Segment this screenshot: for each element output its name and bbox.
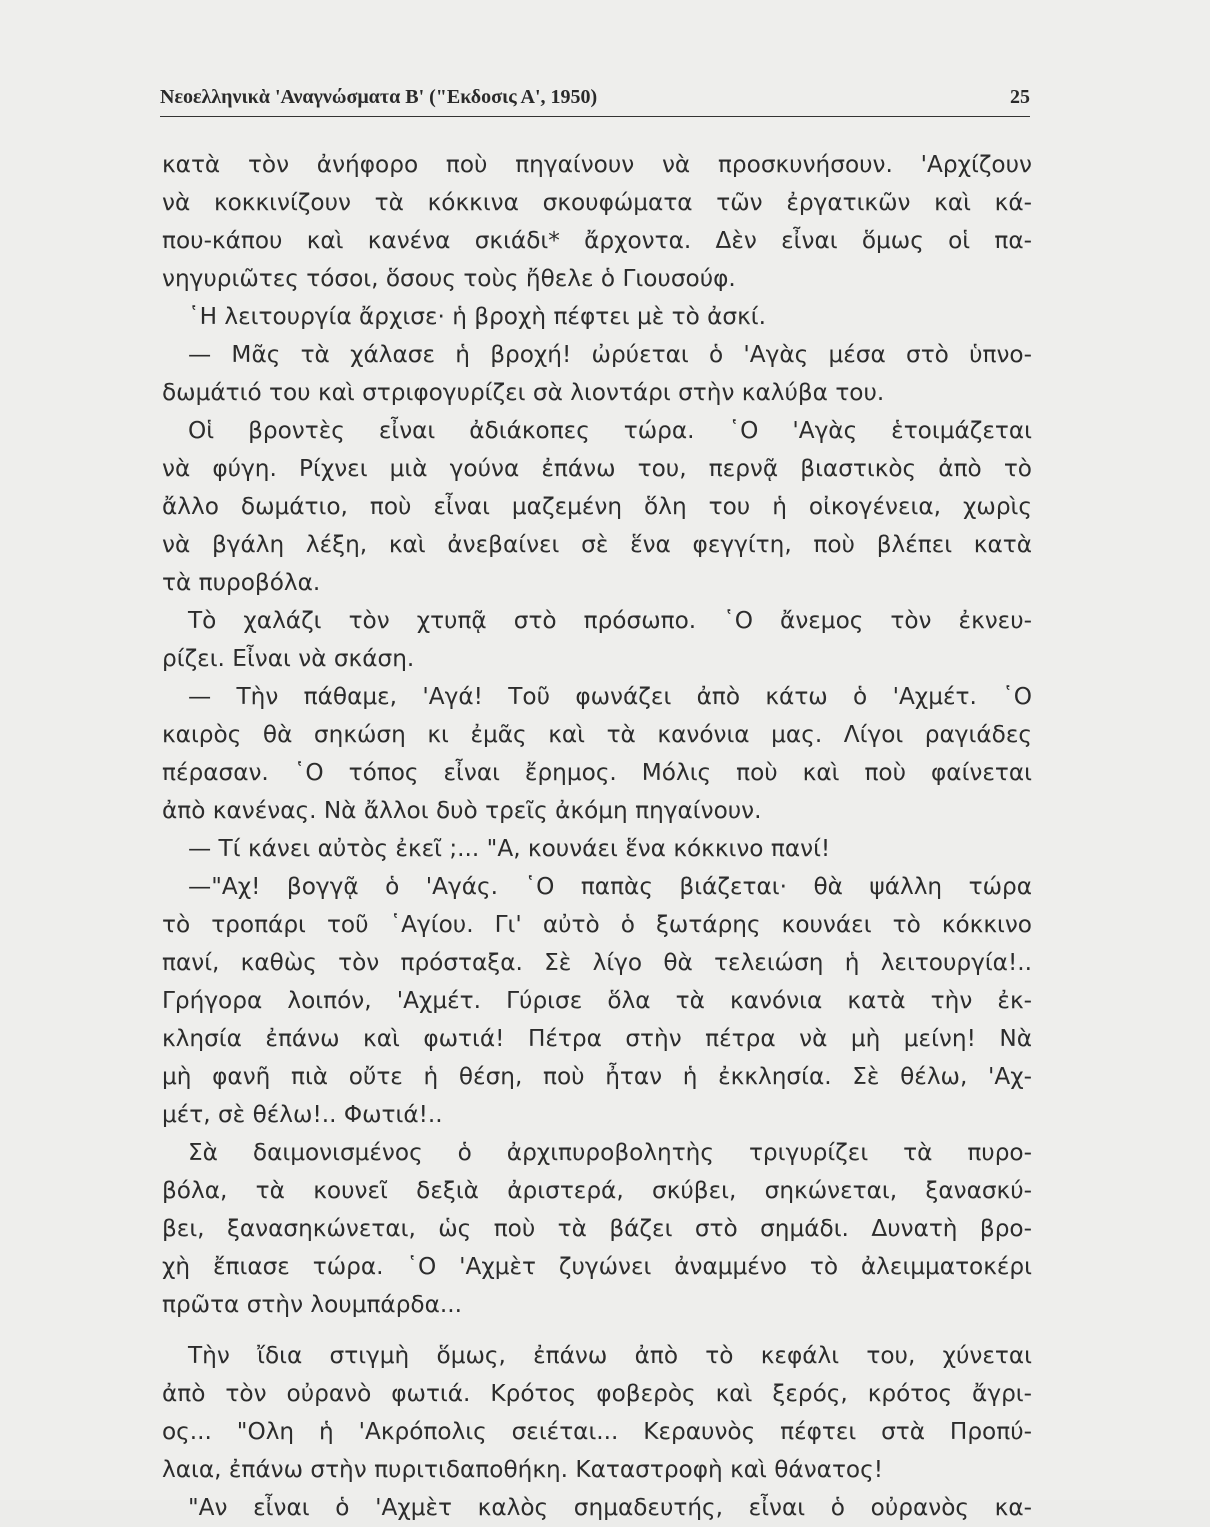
- text-line: τὸ τροπάρι τοῦ ῾Αγίου. Γι' αὐτὸ ὁ ξωτάρης κουνάει τὸ κόκκινο: [162, 911, 1032, 938]
- text-line: πρῶτα στὴν λουμπάρδα...: [162, 1291, 463, 1318]
- text-line: Οἱ βροντὲς εἶναι ἀδιάκοπες τώρα. ῾Ο 'Αγὰς ἑτοιμάζεται: [188, 417, 1032, 444]
- text-line: λαια, ἐπάνω στὴν πυριτιδαποθήκη. Καταστροφὴ καὶ θάνατος!: [162, 1456, 884, 1483]
- text-line: πανί, καθὼς τὸν πρόσταξα. Σὲ λίγο θὰ τελειώση ἡ λειτουργία!..: [162, 949, 1032, 976]
- text-line: ος... "Ολη ἡ 'Ακρόπολις σειέται... Κεραυνὸς πέφτει στὰ Προπύ-: [162, 1418, 1032, 1445]
- text-line: — Μᾶς τὰ χάλασε ἡ βροχή! ὠρύεται ὁ 'Αγὰς μέσα στὸ ὑπνο-: [188, 341, 1032, 368]
- text-line: — Τί κάνει αὐτὸς ἐκεῖ ;... "Α, κουνάει ἕνα κόκκινο πανί!: [188, 835, 831, 862]
- text-line: χὴ ἔπιασε τώρα. ῾Ο 'Αχμὲτ ζυγώνει ἀναμμένο τὸ ἀλειμματοκέρι: [162, 1253, 1032, 1280]
- text-line: βόλα, τὰ κουνεῖ δεξιὰ ἀριστερά, σκύβει, σηκώνεται, ξανασκύ-: [162, 1177, 1032, 1204]
- text-line: που-κάπου καὶ κανένα σκιάδι* ἄρχοντα. Δὲν εἶναι ὅμως οἱ πα-: [162, 227, 1032, 254]
- text-line: — Τὴν πάθαμε, 'Αγά! Τοῦ φωνάζει ἀπὸ κάτω ὁ 'Αχμέτ. ῾Ο: [188, 683, 1032, 710]
- text-line: μέτ, σὲ θέλω!.. Φωτιά!..: [162, 1101, 443, 1128]
- text-line: —"Αχ! βογγᾷ ὁ 'Αγάς. ῾Ο παπὰς βιάζεται· θὰ ψάλλη τώρα: [188, 873, 1032, 900]
- text-line: κλησία ἐπάνω καὶ φωτιά! Πέτρα στὴν πέτρα νὰ μὴ μείνη! Νὰ: [162, 1025, 1032, 1052]
- text-line: νὰ κοκκινίζουν τὰ κόκκινα σκουφώματα τῶν ἐργατικῶν καὶ κά-: [162, 189, 1032, 216]
- text-line: πέρασαν. ῾Ο τόπος εἶναι ἔρημος. Μόλις ποὺ καὶ ποὺ φαίνεται: [162, 759, 1032, 786]
- running-header: [160, 80, 1030, 117]
- text-line: δωμάτιό του καὶ στριφογυρίζει σὰ λιοντάρι στὴν καλύβα του.: [162, 379, 885, 406]
- text-line: τὰ πυροβόλα.: [162, 569, 321, 596]
- text-line: ρίζει. Εἶναι νὰ σκάση.: [162, 645, 415, 672]
- running-title: Νεοελληνικὰ 'Αναγνώσματα Β' ("Εκδοσις Α', 1950): [160, 86, 598, 108]
- text-line: νηγυριῶτες τόσοι, ὅσους τοὺς ἤθελε ὁ Γιουσούφ.: [162, 265, 736, 292]
- text-line: νὰ βγάλη λέξη, καὶ ἀνεβαίνει σὲ ἕνα φεγγίτη, ποὺ βλέπει κατὰ: [162, 531, 1032, 558]
- body-text: [162, 146, 1032, 1527]
- text-line: Σὰ δαιμονισμένος ὁ ἀρχιπυροβολητὴς τριγυρίζει τὰ πυρο-: [188, 1139, 1032, 1166]
- text-line: καιρὸς θὰ σηκώση κι ἐμᾶς καὶ τὰ κανόνια μας. Λίγοι ραγιάδες: [162, 721, 1032, 748]
- text-line: μὴ φανῆ πιὰ οὔτε ἡ θέση, ποὺ ἦταν ἡ ἐκκλησία. Σὲ θέλω, 'Αχ-: [162, 1063, 1032, 1090]
- text-line: κατὰ τὸν ἀνήφορο ποὺ πηγαίνουν νὰ προσκυνήσουν. 'Αρχίζουν: [162, 151, 1032, 178]
- page-number: 25: [1010, 86, 1030, 108]
- text-line: ἄλλο δωμάτιο, ποὺ εἶναι μαζεμένη ὅλη του ἡ οἰκογένεια, χωρὶς: [162, 493, 1032, 520]
- text-line: ῾Η λειτουργία ἄρχισε· ἡ βροχὴ πέφτει μὲ τὸ ἀσκί.: [188, 303, 766, 330]
- text-line: Τὸ χαλάζι τὸν χτυπᾷ στὸ πρόσωπο. ῾Ο ἄνεμος τὸν ἐκνευ-: [188, 607, 1032, 634]
- text-line: ἀπὸ κανένας. Νὰ ἄλλοι δυὸ τρεῖς ἀκόμη πηγαίνουν.: [162, 797, 762, 824]
- text-line: Τὴν ἴδια στιγμὴ ὅμως, ἐπάνω ἀπὸ τὸ κεφάλι του, χύνεται: [188, 1342, 1032, 1369]
- text-line: "Αν εἶναι ὁ 'Αχμὲτ καλὸς σημαδευτής, εἶναι ὁ οὐρανὸς κα-: [188, 1494, 1032, 1521]
- text-line: νὰ φύγη. Ρίχνει μιὰ γούνα ἐπάνω του, περνᾷ βιαστικὸς ἀπὸ τὸ: [162, 455, 1032, 482]
- text-line: βει, ξανασηκώνεται, ὡς ποὺ τὰ βάζει στὸ σημάδι. Δυνατὴ βρο-: [162, 1215, 1032, 1242]
- text-line: ἀπὸ τὸν οὐρανὸ φωτιά. Κρότος φοβερὸς καὶ ξερός, κρότος ἄγρι-: [162, 1380, 1032, 1407]
- text-line: Γρήγορα λοιπόν, 'Αχμέτ. Γύρισε ὅλα τὰ κανόνια κατὰ τὴν ἐκ-: [162, 987, 1032, 1014]
